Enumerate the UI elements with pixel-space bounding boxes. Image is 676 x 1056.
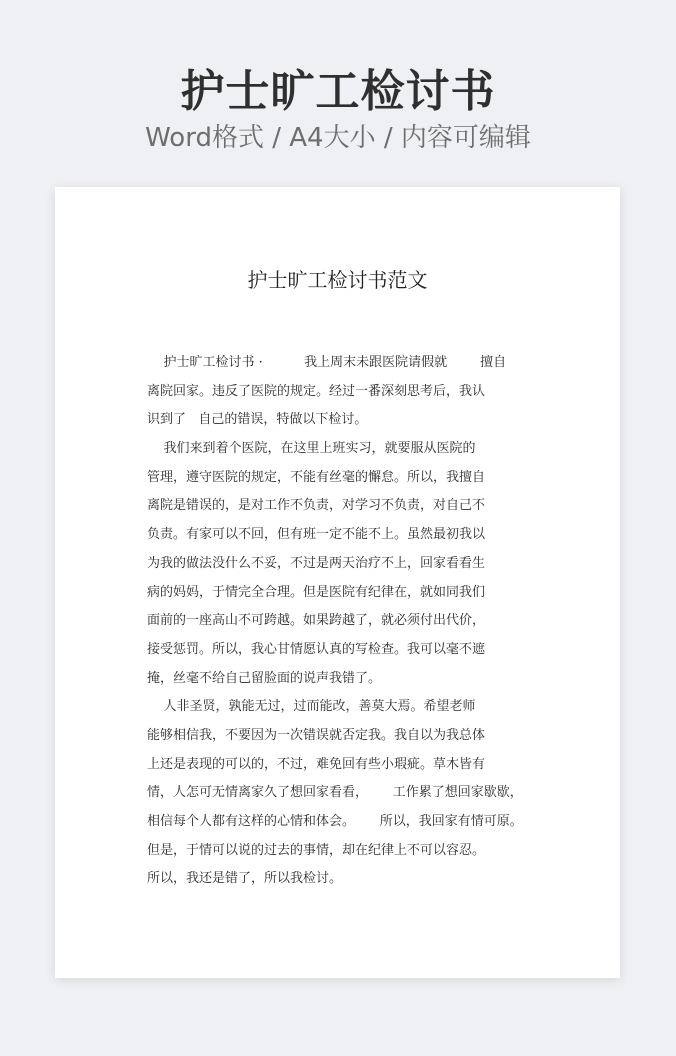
document-line: 负责。有家可以不回，但有班一定不能不上。虽然最初我以 [147,527,486,543]
document-title: 护士旷工检讨书范文 [247,268,428,292]
document-line: 相信每个人都有这样的心情和体会。 所以，我回家有情可原。 [147,814,523,829]
document-body [147,349,537,894]
page-title: 护士旷工检讨书 [180,66,496,117]
document-line: 接受惩罚。所以，我心甘情愿认真的写检查。我可以毫不遮 [147,641,486,657]
document-line: 能够相信我，不要因为一次错误就否定我。我自以为我总体 [147,727,486,743]
document-line: 所以，我还是错了，所以我检讨。 [147,871,343,887]
document-line: 离院是错误的，是对工作不负责，对学习不负责，对自己不 [147,498,486,514]
document-line: 为我的做法没什么不妥，不过是两天治疗不上，回家看看生 [147,555,486,571]
document-line: 但是，于情可以说的过去的事情，却在纪律上不可以容忍。 [147,842,486,858]
document-line: 病的妈妈，于情完全合理。但是医院有纪律在，就如同我们 [147,584,486,600]
document-line: 上还是表现的可以的，不过，难免回有些小瑕疵。草木皆有 [147,756,486,772]
page-subtitle: Word格式 / A4大小 / 内容可编辑 [145,123,531,153]
document-line: 人非圣贤，孰能无过，过而能改，善莫大焉。希望老师 [147,699,476,715]
document-line: 离院回家。违反了医院的规定。经过一番深刻思考后，我认 [147,383,486,399]
document-line: 护士旷工检讨书 · 我上周末未跟医院请假就 擅自 [147,355,507,370]
document-line: 识到了 自己的错误，特做以下检讨。 [147,412,368,428]
document-line: 掩，丝毫不给自己留脸面的说声我错了。 [147,670,382,686]
document-line: 我们来到着个医院，在这里上班实习，就要服从医院的 [147,441,476,457]
document-line: 情，人怎可无情离家久了想回家看看， 工作累了想回家歇歇， [147,785,523,801]
document-page [55,187,620,978]
document-line: 管理，遵守医院的规定，不能有丝毫的懈怠。所以，我擅自 [147,469,486,485]
document-line: 面前的一座高山不可跨越。如果跨越了，就必须付出代价， [147,613,486,629]
